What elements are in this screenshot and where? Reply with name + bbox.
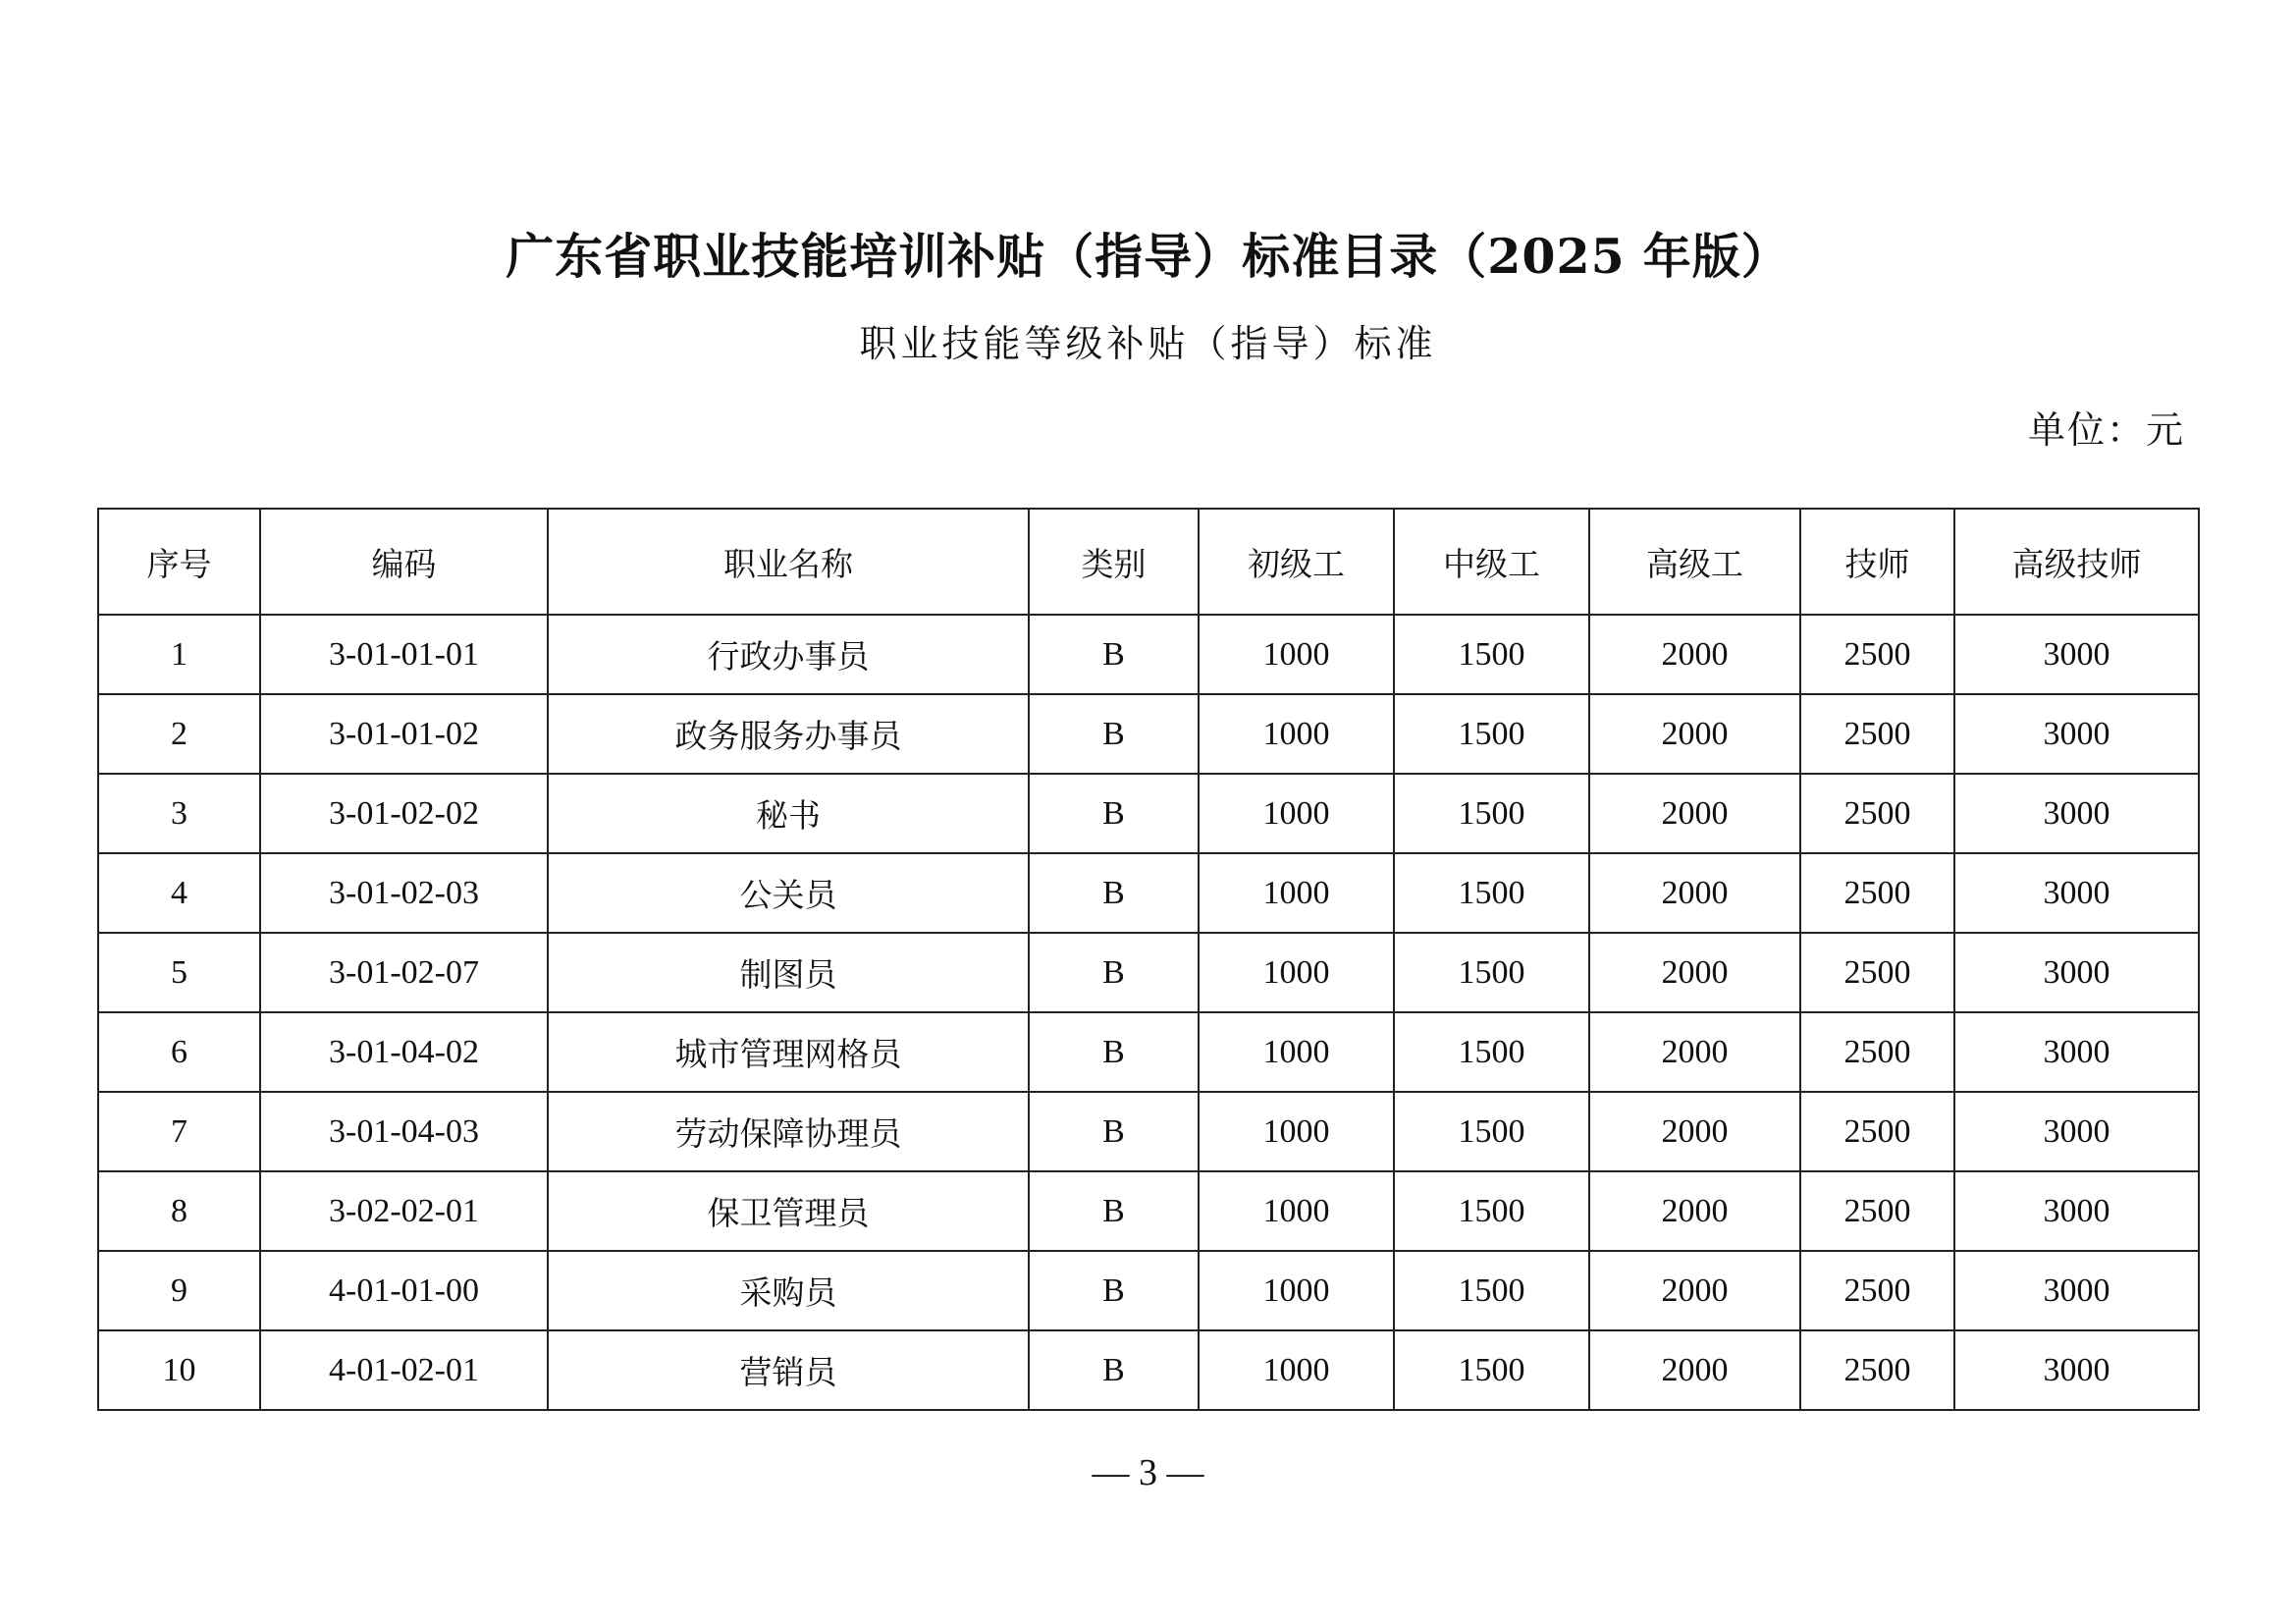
header-cell-senior-technician: 高级技师 xyxy=(1954,509,2199,615)
senior-cell: 2000 xyxy=(1589,853,1800,933)
technician-cell: 2500 xyxy=(1800,1330,1954,1410)
senior-cell: 2000 xyxy=(1589,1092,1800,1171)
header-cell-category: 类别 xyxy=(1029,509,1199,615)
junior-cell: 1000 xyxy=(1199,615,1394,694)
senior-cell: 2000 xyxy=(1589,1012,1800,1092)
table-row xyxy=(98,694,2199,774)
occupation-cell: 劳动保障协理员 xyxy=(548,1092,1029,1171)
senior-cell: 2000 xyxy=(1589,1251,1800,1330)
table-row xyxy=(98,774,2199,853)
code-cell: 4-01-02-01 xyxy=(260,1330,548,1410)
header-cell-junior: 初级工 xyxy=(1199,509,1394,615)
senior-cell: 2000 xyxy=(1589,615,1800,694)
senior-technician-cell: 3000 xyxy=(1954,933,2199,1012)
table-row xyxy=(98,615,2199,694)
technician-cell: 2500 xyxy=(1800,694,1954,774)
table-row xyxy=(98,1092,2199,1171)
header-cell-intermediate: 中级工 xyxy=(1394,509,1589,615)
header-cell-index: 序号 xyxy=(98,509,260,615)
index-cell: 6 xyxy=(98,1012,260,1092)
intermediate-cell: 1500 xyxy=(1394,933,1589,1012)
table-row xyxy=(98,853,2199,933)
junior-cell: 1000 xyxy=(1199,1012,1394,1092)
intermediate-cell: 1500 xyxy=(1394,694,1589,774)
subsidy-table xyxy=(97,508,2200,1411)
junior-cell: 1000 xyxy=(1199,694,1394,774)
category-cell: B xyxy=(1029,694,1199,774)
document-subtitle: 职业技能等级补贴（指导）标准 xyxy=(859,322,1437,365)
category-cell: B xyxy=(1029,933,1199,1012)
code-cell: 4-01-01-00 xyxy=(260,1251,548,1330)
category-cell: B xyxy=(1029,774,1199,853)
intermediate-cell: 1500 xyxy=(1394,1092,1589,1171)
code-cell: 3-01-01-02 xyxy=(260,694,548,774)
intermediate-cell: 1500 xyxy=(1394,774,1589,853)
junior-cell: 1000 xyxy=(1199,853,1394,933)
index-cell: 2 xyxy=(98,694,260,774)
senior-technician-cell: 3000 xyxy=(1954,1251,2199,1330)
document-title: 广东省职业技能培训补贴（指导）标准目录（2025 年版） xyxy=(506,228,1790,285)
technician-cell: 2500 xyxy=(1800,774,1954,853)
intermediate-cell: 1500 xyxy=(1394,1330,1589,1410)
header-cell-technician: 技师 xyxy=(1800,509,1954,615)
code-cell: 3-01-02-02 xyxy=(260,774,548,853)
intermediate-cell: 1500 xyxy=(1394,1171,1589,1251)
category-cell: B xyxy=(1029,1012,1199,1092)
category-cell: B xyxy=(1029,853,1199,933)
code-cell: 3-01-02-03 xyxy=(260,853,548,933)
code-cell: 3-01-04-03 xyxy=(260,1092,548,1171)
senior-technician-cell: 3000 xyxy=(1954,1171,2199,1251)
senior-technician-cell: 3000 xyxy=(1954,1092,2199,1171)
senior-cell: 2000 xyxy=(1589,933,1800,1012)
senior-cell: 2000 xyxy=(1589,694,1800,774)
senior-technician-cell: 3000 xyxy=(1954,694,2199,774)
table-row xyxy=(98,1330,2199,1410)
technician-cell: 2500 xyxy=(1800,853,1954,933)
index-cell: 8 xyxy=(98,1171,260,1251)
senior-cell: 2000 xyxy=(1589,774,1800,853)
index-cell: 10 xyxy=(98,1330,260,1410)
page-number: — 3 — xyxy=(1092,1452,1204,1493)
occupation-cell: 城市管理网格员 xyxy=(548,1012,1029,1092)
occupation-cell: 政务服务办事员 xyxy=(548,694,1029,774)
senior-cell: 2000 xyxy=(1589,1330,1800,1410)
senior-technician-cell: 3000 xyxy=(1954,615,2199,694)
junior-cell: 1000 xyxy=(1199,774,1394,853)
occupation-cell: 秘书 xyxy=(548,774,1029,853)
table-row xyxy=(98,1251,2199,1330)
occupation-cell: 采购员 xyxy=(548,1251,1029,1330)
unit-label: 单位：元 xyxy=(2027,408,2185,452)
index-cell: 9 xyxy=(98,1251,260,1330)
intermediate-cell: 1500 xyxy=(1394,853,1589,933)
occupation-cell: 制图员 xyxy=(548,933,1029,1012)
occupation-cell: 保卫管理员 xyxy=(548,1171,1029,1251)
header-cell-occupation: 职业名称 xyxy=(548,509,1029,615)
index-cell: 7 xyxy=(98,1092,260,1171)
table-row xyxy=(98,1171,2199,1251)
senior-technician-cell: 3000 xyxy=(1954,853,2199,933)
technician-cell: 2500 xyxy=(1800,1092,1954,1171)
occupation-cell: 行政办事员 xyxy=(548,615,1029,694)
intermediate-cell: 1500 xyxy=(1394,1251,1589,1330)
subsidy-table-container xyxy=(97,508,2200,1411)
index-cell: 3 xyxy=(98,774,260,853)
category-cell: B xyxy=(1029,1171,1199,1251)
senior-cell: 2000 xyxy=(1589,1171,1800,1251)
header-cell-senior: 高级工 xyxy=(1589,509,1800,615)
technician-cell: 2500 xyxy=(1800,615,1954,694)
header-cell-code: 编码 xyxy=(260,509,548,615)
technician-cell: 2500 xyxy=(1800,1171,1954,1251)
junior-cell: 1000 xyxy=(1199,933,1394,1012)
table-header-row xyxy=(98,509,2199,615)
junior-cell: 1000 xyxy=(1199,1171,1394,1251)
category-cell: B xyxy=(1029,1092,1199,1171)
code-cell: 3-02-02-01 xyxy=(260,1171,548,1251)
category-cell: B xyxy=(1029,1330,1199,1410)
occupation-cell: 公关员 xyxy=(548,853,1029,933)
senior-technician-cell: 3000 xyxy=(1954,774,2199,853)
table-body xyxy=(98,615,2199,1410)
category-cell: B xyxy=(1029,1251,1199,1330)
code-cell: 3-01-04-02 xyxy=(260,1012,548,1092)
junior-cell: 1000 xyxy=(1199,1251,1394,1330)
junior-cell: 1000 xyxy=(1199,1092,1394,1171)
table-row xyxy=(98,933,2199,1012)
intermediate-cell: 1500 xyxy=(1394,1012,1589,1092)
intermediate-cell: 1500 xyxy=(1394,615,1589,694)
index-cell: 5 xyxy=(98,933,260,1012)
code-cell: 3-01-01-01 xyxy=(260,615,548,694)
code-cell: 3-01-02-07 xyxy=(260,933,548,1012)
senior-technician-cell: 3000 xyxy=(1954,1330,2199,1410)
senior-technician-cell: 3000 xyxy=(1954,1012,2199,1092)
junior-cell: 1000 xyxy=(1199,1330,1394,1410)
technician-cell: 2500 xyxy=(1800,1251,1954,1330)
index-cell: 4 xyxy=(98,853,260,933)
occupation-cell: 营销员 xyxy=(548,1330,1029,1410)
technician-cell: 2500 xyxy=(1800,933,1954,1012)
technician-cell: 2500 xyxy=(1800,1012,1954,1092)
category-cell: B xyxy=(1029,615,1199,694)
table-row xyxy=(98,1012,2199,1092)
index-cell: 1 xyxy=(98,615,260,694)
